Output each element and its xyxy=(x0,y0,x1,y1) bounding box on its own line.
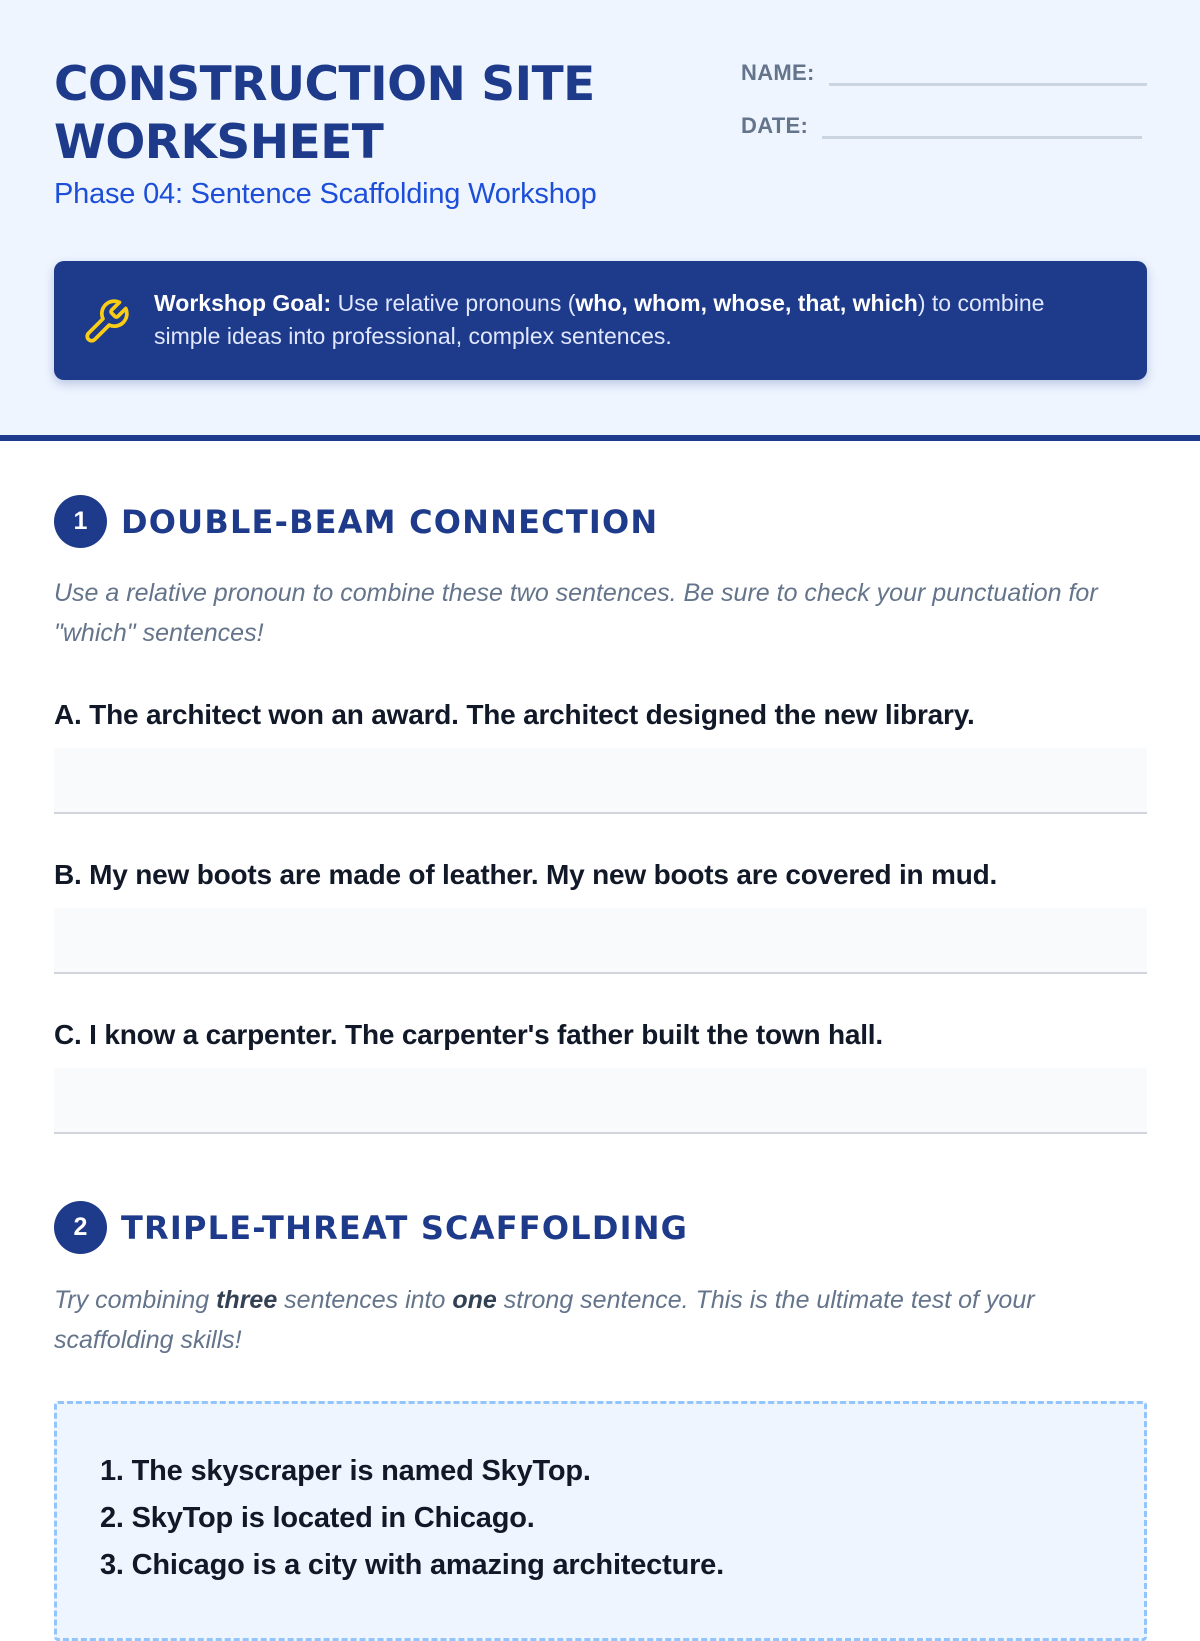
section-1-heading xyxy=(54,495,658,548)
date-field xyxy=(741,113,1142,139)
wrench-icon xyxy=(81,297,131,347)
name-input-line[interactable] xyxy=(829,83,1147,86)
section-1-instructions: Use a relative pronoun to combine these two sentences. Be sure to check your punctuation for "which" sentences! xyxy=(54,579,1098,647)
instr-emphasis: three xyxy=(216,1286,278,1314)
date-input-line[interactable] xyxy=(822,136,1142,139)
answer-field-c[interactable] xyxy=(54,1068,1147,1134)
section-2-heading xyxy=(54,1201,688,1254)
question-a: A. The architect won an award. The architect designed the new library. xyxy=(54,699,975,730)
instr-part: strong sentence. This is the ultimate test of your scaffolding skills! xyxy=(54,1286,1035,1354)
list-item: 3. Chicago is a city with amazing architecture. xyxy=(100,1549,724,1581)
goal-label: Workshop Goal: xyxy=(154,290,332,316)
name-label: NAME: xyxy=(741,60,815,85)
instr-part: Try combining xyxy=(54,1286,217,1314)
worksheet-subtitle: Phase 04: Sentence Scaffolding Workshop xyxy=(54,178,597,210)
question-c: C. I know a carpenter. The carpenter's father built the town hall. xyxy=(54,1019,883,1050)
triple-sentence-box xyxy=(54,1401,1147,1641)
section-2-instructions xyxy=(54,1280,1154,1360)
answer-field-b[interactable] xyxy=(54,908,1147,974)
worksheet-header xyxy=(0,0,1200,441)
worksheet-title: CONSTRUCTION SITE WORKSHEET xyxy=(54,57,595,170)
section-title: DOUBLE-BEAM CONNECTION xyxy=(121,502,659,541)
list-item: 1. The skyscraper is named SkyTop. xyxy=(100,1455,591,1487)
section-number-badge: 1 xyxy=(54,495,107,548)
question-b: B. My new boots are made of leather. My new boots are covered in mud. xyxy=(54,859,998,890)
answer-field-a[interactable] xyxy=(54,748,1147,814)
date-label: DATE: xyxy=(741,113,809,138)
list-item: 2. SkyTop is located in Chicago. xyxy=(100,1502,535,1534)
workshop-goal-banner xyxy=(54,261,1147,380)
goal-pronouns: who, whom, whose, that, which xyxy=(575,290,918,316)
instr-part: sentences into xyxy=(277,1286,453,1314)
workshop-goal-text xyxy=(154,287,1107,353)
goal-text-before: Use relative pronouns ( xyxy=(331,290,576,316)
section-number-badge: 2 xyxy=(54,1201,107,1254)
section-title: TRIPLE-THREAT SCAFFOLDING xyxy=(121,1208,689,1247)
sentence-list xyxy=(100,1448,724,1589)
goal-text-after: ) to combine simple ideas into professional, complex sentences. xyxy=(154,290,1045,349)
name-field xyxy=(741,60,1147,86)
instr-emphasis: one xyxy=(452,1286,497,1314)
